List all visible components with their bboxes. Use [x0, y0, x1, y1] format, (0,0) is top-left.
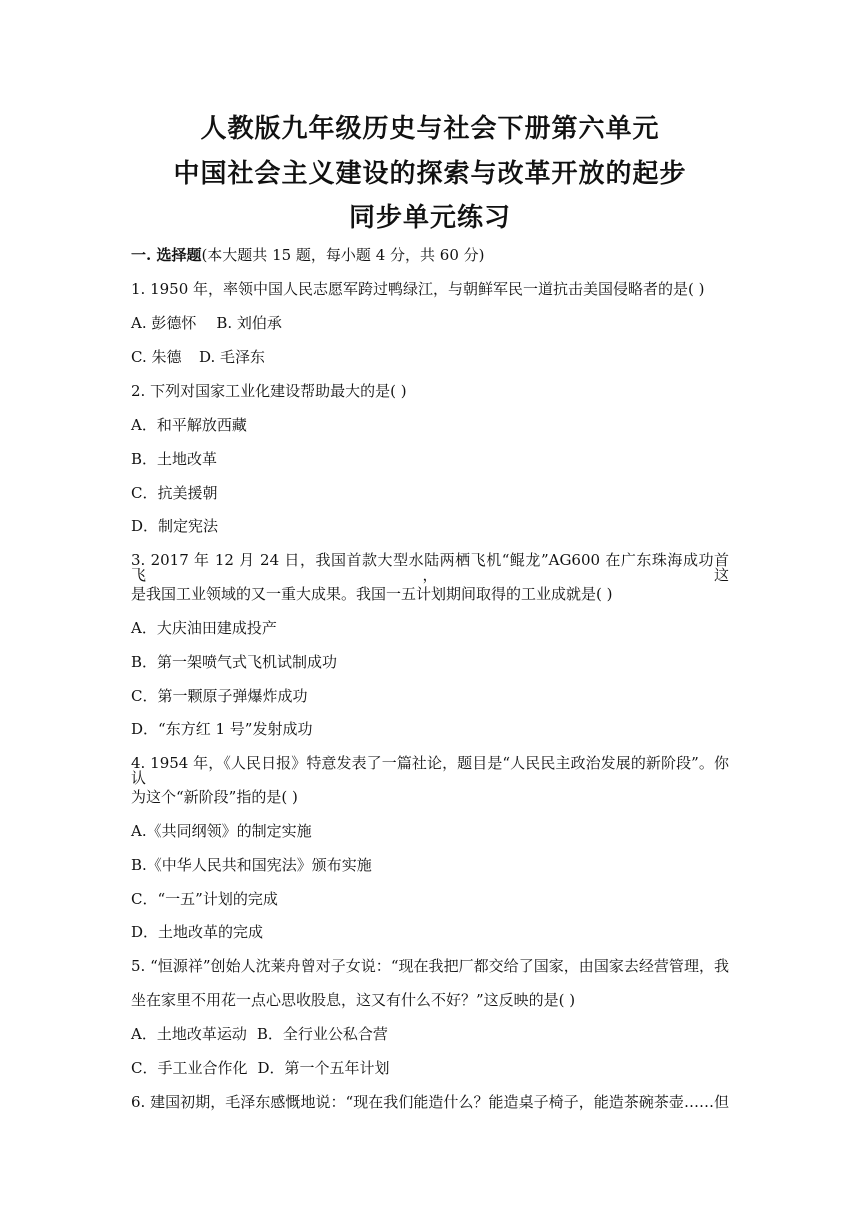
question-1-option-a: A. 彭德怀	[131, 314, 197, 332]
section-heading	[131, 248, 484, 263]
question-4-stem-line-2: 为这个“新阶段”指的是( )	[131, 788, 298, 806]
question-5-options-row-1	[131, 1027, 388, 1042]
question-1-option-d: D. 毛泽东	[199, 348, 266, 366]
question-2-option-a: A．和平解放西藏	[131, 416, 247, 434]
section-note: (本大题共 15 题，每小题 4 分，共 60 分)	[201, 246, 485, 264]
question-2-option-c: C．抗美援朝	[131, 484, 218, 502]
title-line-1: 人教版九年级历史与社会下册第六单元	[200, 114, 660, 144]
question-3-option-b: B．第一架喷气式飞机试制成功	[131, 653, 338, 671]
question-5-option-b: B．全行业公私合营	[256, 1025, 388, 1043]
question-2-stem: 2. 下列对国家工业化建设帮助最大的是( )	[131, 382, 407, 400]
question-3-stem-line-2: 是我国工业领域的又一重大成果。我国一五计划期间取得的工业成就是( )	[131, 585, 613, 603]
question-4-stem-line-1: 4. 1954 年，《人民日报》特意发表了一篇社论，题目是“人民民主政治发展的新阶段”。你认	[131, 754, 729, 787]
question-2-option-b: B．土地改革	[131, 450, 218, 468]
question-3-option-c: C．第一颗原子弹爆炸成功	[131, 687, 308, 705]
question-5-option-c: C．手工业合作化	[131, 1059, 248, 1077]
question-1-options-row-2	[131, 350, 265, 365]
question-4-option-a: A.《共同纲领》的制定实施	[131, 822, 312, 840]
question-4-option-b: B.《中华人民共和国宪法》颁布实施	[131, 856, 372, 874]
question-1-options-row-1	[131, 316, 282, 331]
question-5-options-row-2	[131, 1061, 390, 1076]
question-2-option-d: D．制定宪法	[131, 517, 219, 535]
question-3-option-d: D．“东方红 1 号”发射成功	[131, 720, 313, 738]
question-1-stem: 1. 1950 年，率领中国人民志愿军跨过鸭绿江，与朝鲜军民一道抗击美国侵略者的是( )	[131, 280, 705, 298]
question-3-stem-line-1: 3. 2017 年 12 月 24 日，我国首款大型水陆两栖飞机“鲲龙”AG600 在广东珠海成功首飞，这	[131, 551, 729, 584]
question-5-stem-line-2: 坐在家里不用花一点心思收股息，这又有什么不好？”这反映的是( )	[131, 991, 576, 1009]
question-1-option-b: B. 刘伯承	[216, 314, 282, 332]
question-6-stem-line-1: 6. 建国初期，毛泽东感慨地说：“现在我们能造什么？能造桌子椅子，能造茶碗茶壶……但	[131, 1093, 729, 1111]
question-4-option-c: C．“一五”计划的完成	[131, 890, 278, 908]
title-line-2: 中国社会主义建设的探索与改革开放的起步	[173, 159, 687, 189]
question-4-option-d: D．土地改革的完成	[131, 923, 264, 941]
question-5-option-d: D．第一个五年计划	[257, 1059, 390, 1077]
question-5-option-a: A．土地改革运动	[131, 1025, 247, 1043]
question-3-option-a: A．大庆油田建成投产	[131, 619, 277, 637]
title-line-3: 同步单元练习	[348, 203, 511, 233]
section-label: 一. 选择题	[131, 246, 202, 264]
question-1-option-c: C. 朱德	[131, 348, 182, 366]
question-5-stem-line-1: 5. “恒源祥”创始人沈莱舟曾对子女说：“现在我把厂都交给了国家，由国家去经营管理，我	[131, 957, 729, 975]
